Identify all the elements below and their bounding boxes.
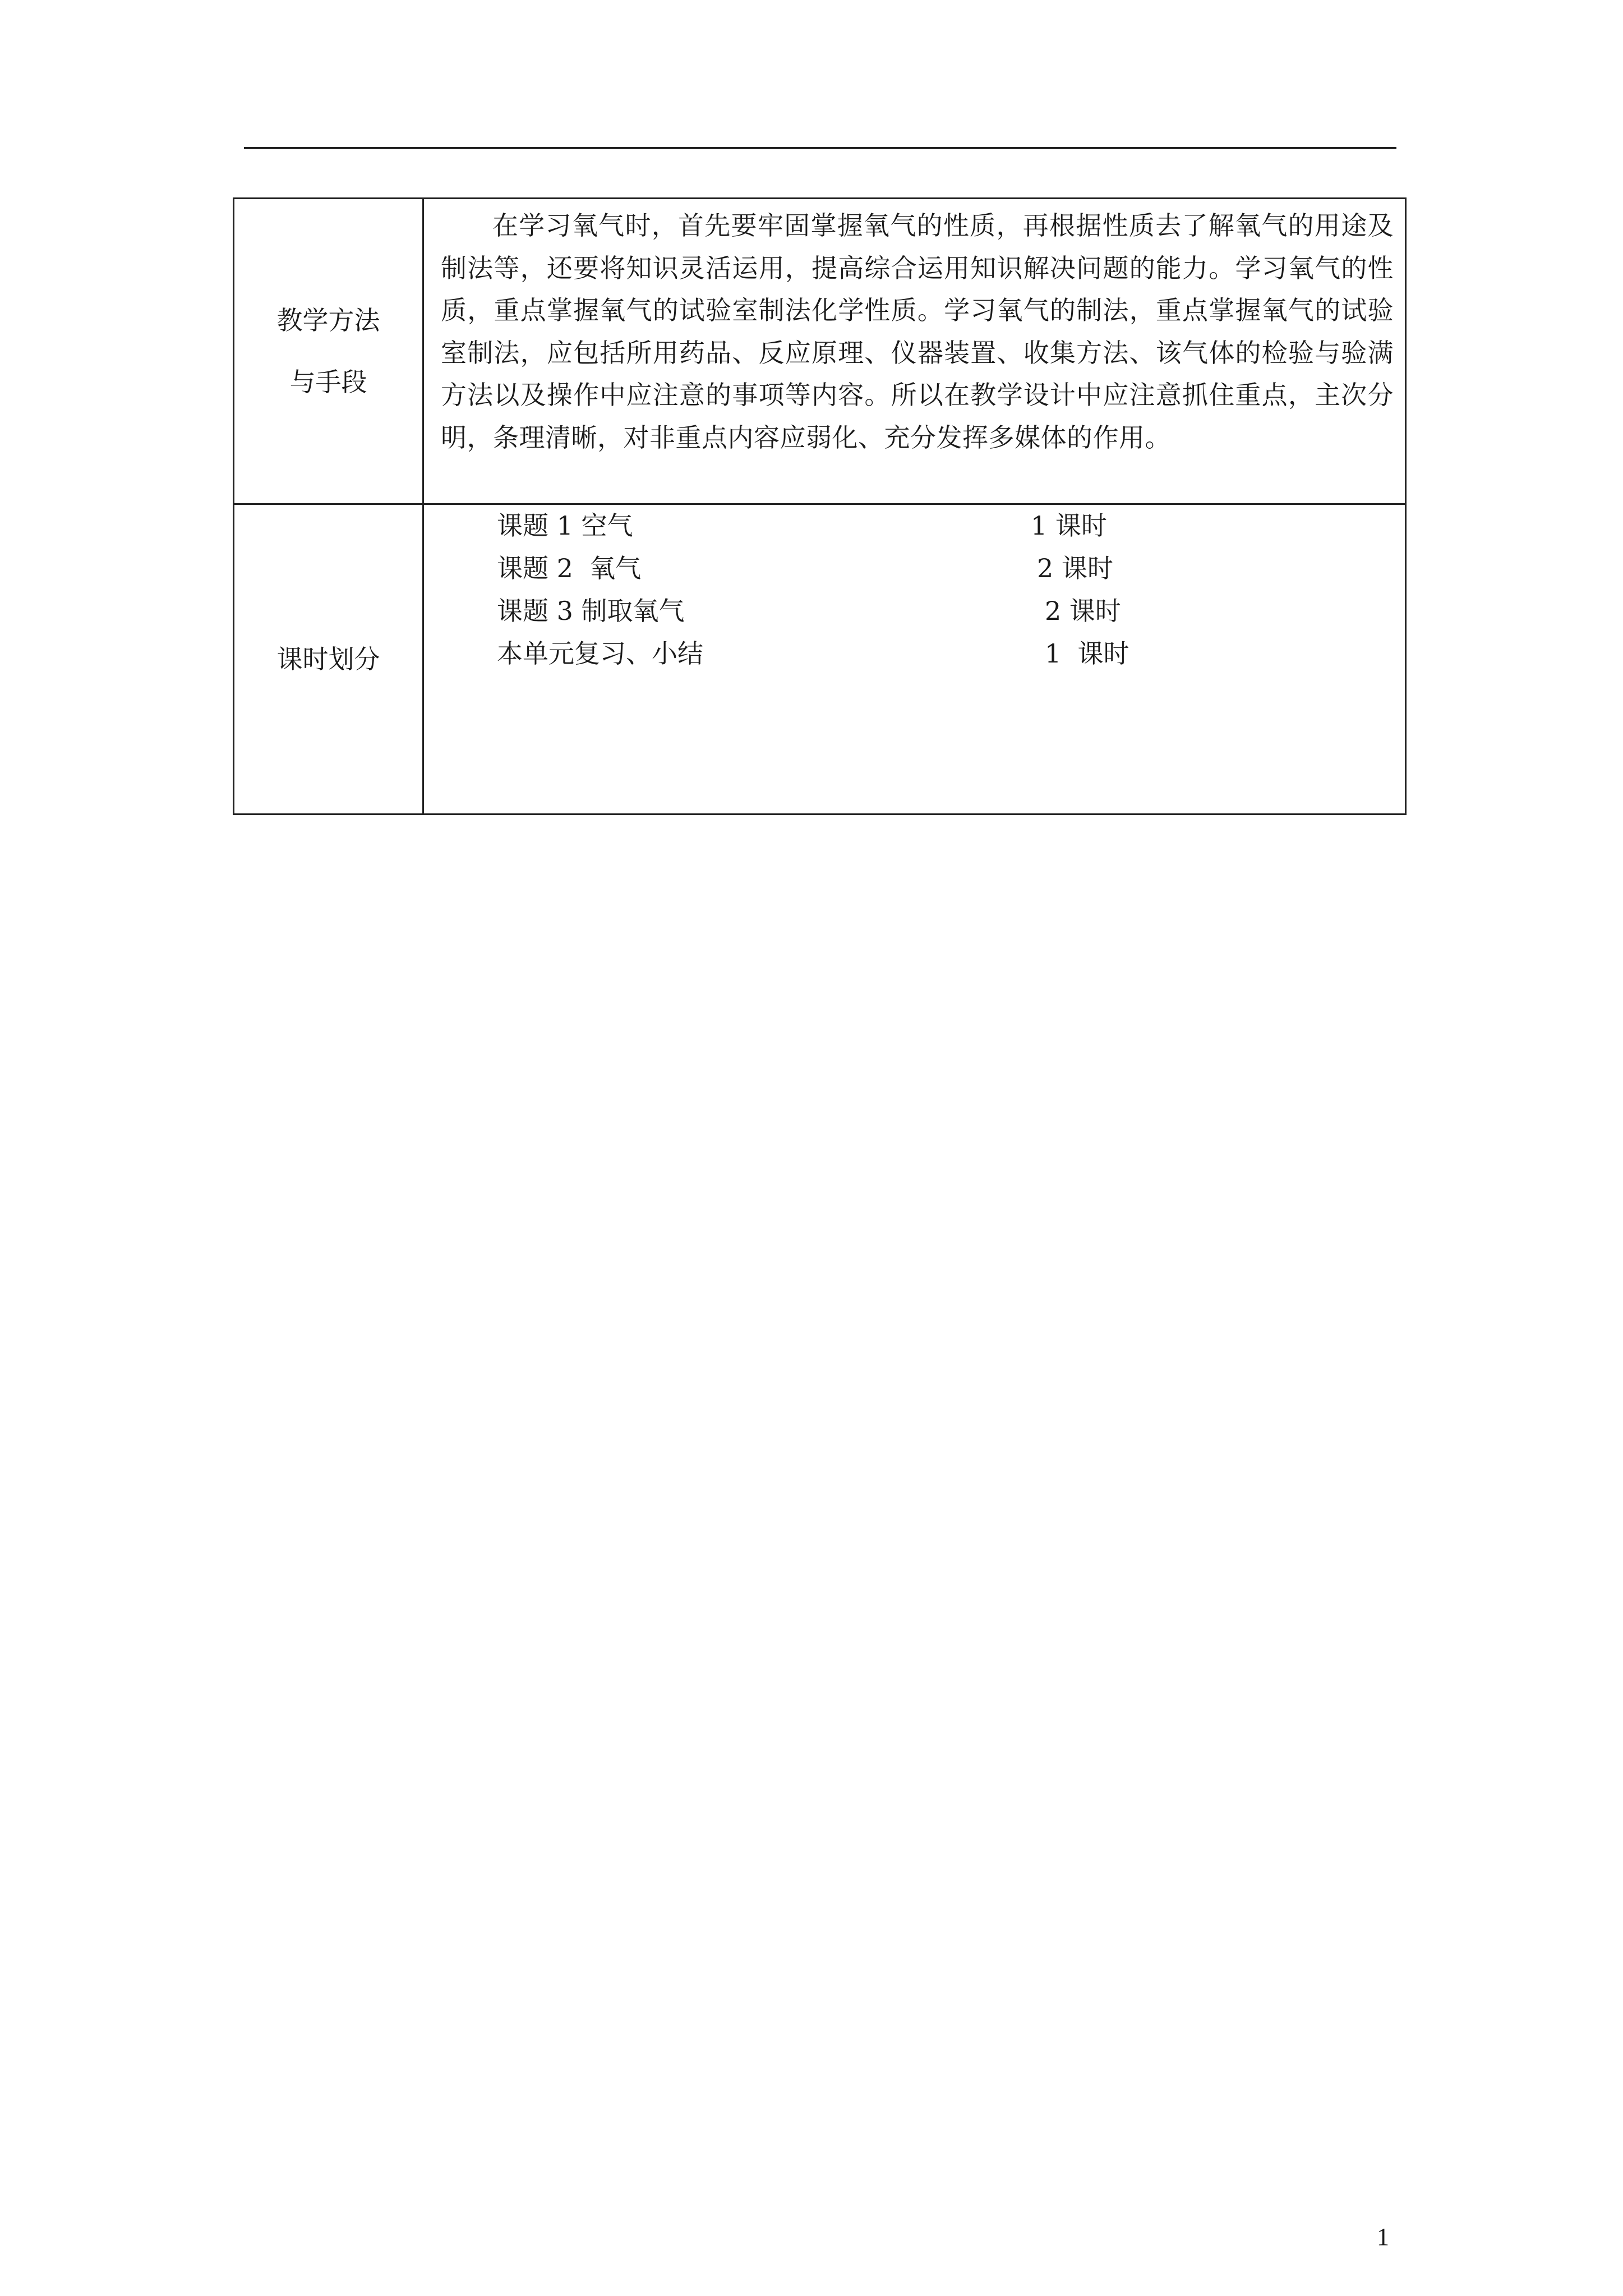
- lesson-plan-table: [233, 197, 1407, 815]
- schedule-course: 本单元复习、小结: [497, 638, 703, 669]
- lesson-schedule-row: [234, 504, 1406, 815]
- schedule-hours: 2 课时: [1037, 553, 1113, 583]
- schedule-course: 课题 1 空气: [497, 510, 633, 541]
- schedule-item: [424, 633, 1405, 675]
- schedule-item: [424, 547, 1405, 590]
- teaching-method-content: 在学习氧气时，首先要牢固掌握氧气的性质，再根据性质去了解氧气的用途及制法等，还要将知识灵活运用，提高综合运用知识解决问题的能力。学习氧气的性质，重点掌握氧气的试验室制法化学性质。学习氧气的制法，重点掌握氧气的试验室制法，应包括所用药品、反应原理、仪器装置、收集方法、该气体的检验与验满方法以及操作中应注意的事项等内容。所以在教学设计中应注意抓住重点，主次分明，条理清晰，对非重点内容应弱化、充分发挥多媒体的作用。: [423, 199, 1406, 504]
- header-rule: [244, 147, 1396, 149]
- schedule-course: 课题 3 制取氧气: [497, 596, 685, 626]
- teaching-method-row: [234, 199, 1406, 504]
- schedule-hours: 1 课时: [1045, 638, 1129, 669]
- schedule-hours: 2 课时: [1045, 596, 1121, 626]
- page-number: 1: [1377, 2223, 1389, 2251]
- schedule-item: [424, 590, 1405, 632]
- schedule-hours: 1 课时: [1031, 510, 1107, 541]
- teaching-method-label-line2: 与手段: [289, 367, 367, 397]
- schedule-course: 课题 2 氧气: [497, 553, 642, 583]
- lesson-schedule-content: [423, 504, 1406, 815]
- lesson-schedule-label: 课时划分: [234, 504, 423, 815]
- schedule-item: [424, 505, 1405, 547]
- teaching-method-label: [234, 199, 423, 504]
- teaching-method-label-line1: 教学方法: [276, 305, 380, 335]
